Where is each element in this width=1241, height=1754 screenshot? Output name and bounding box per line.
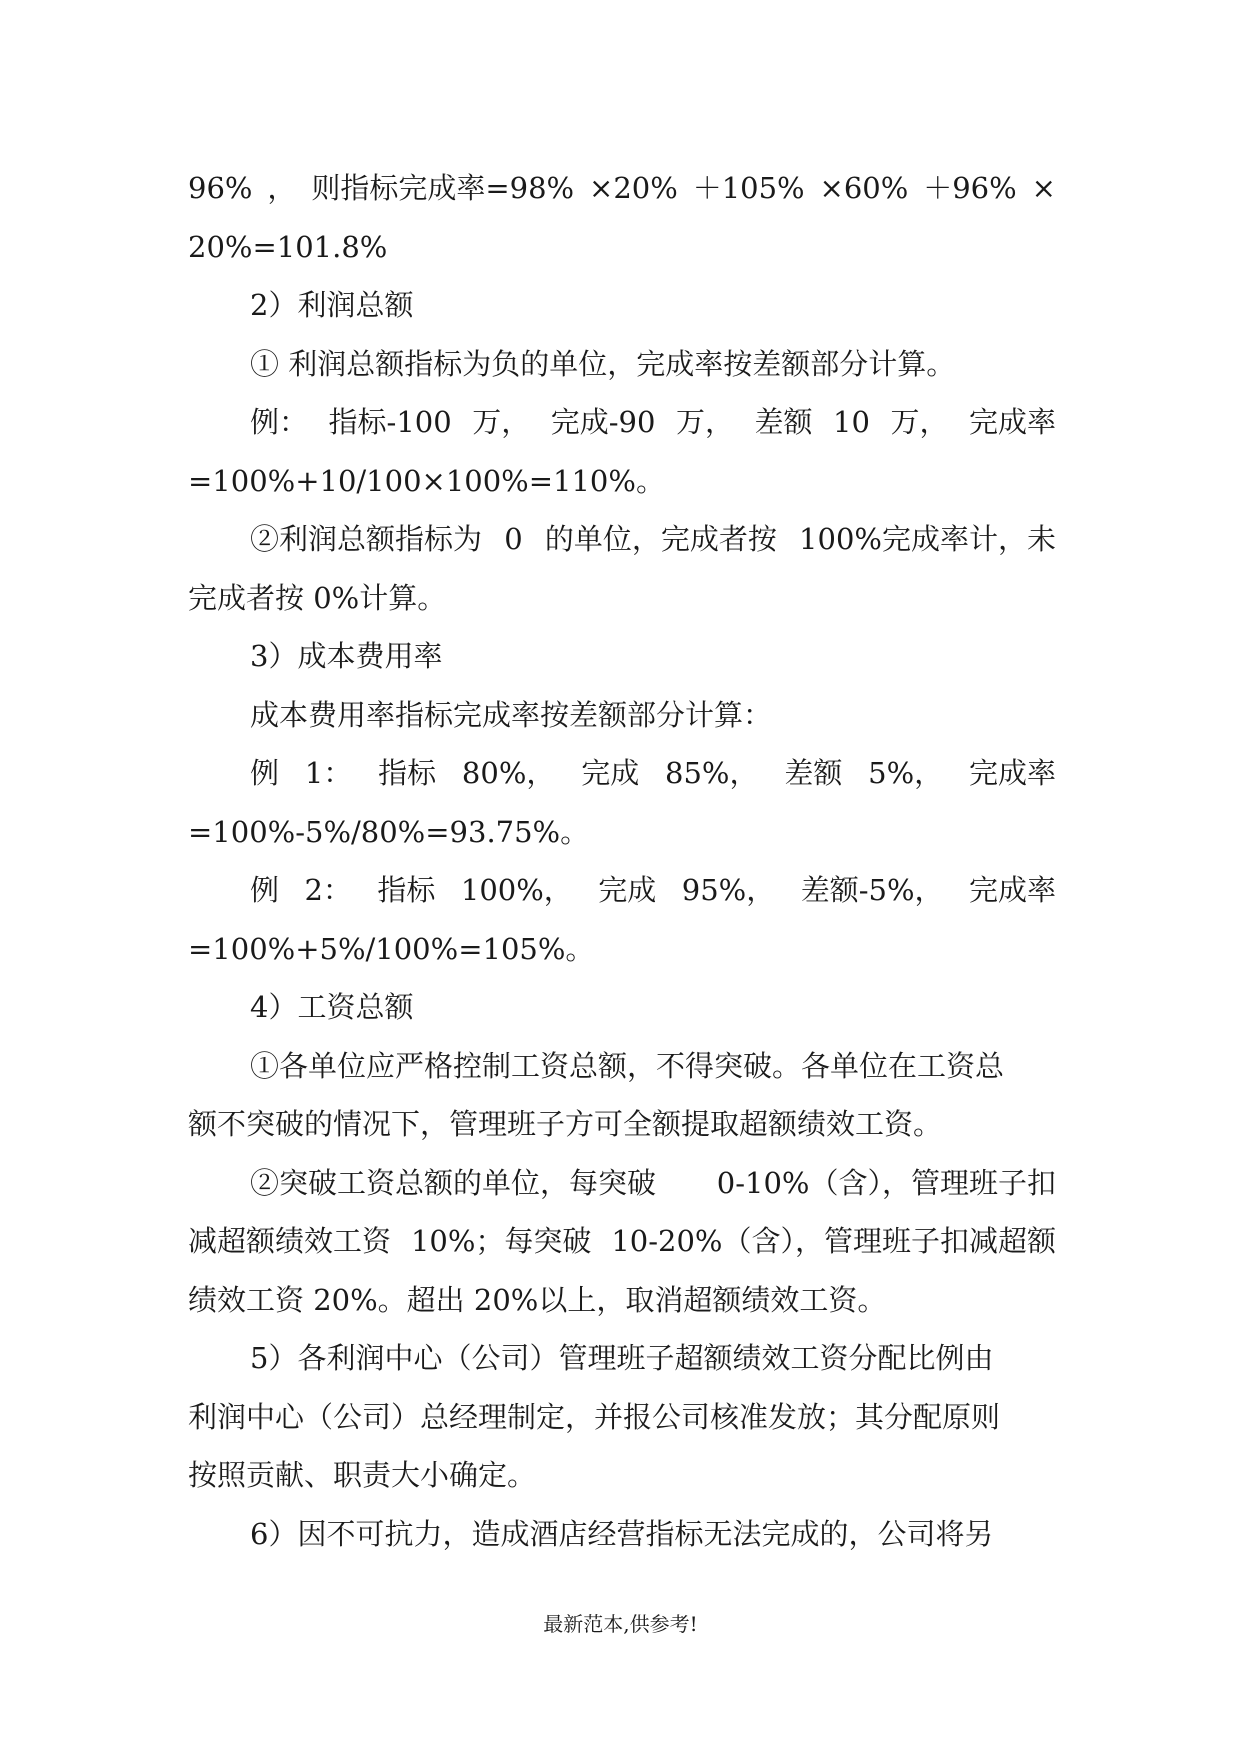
text-segment: ②利润总额指标为 [250, 522, 483, 556]
text-segment: 完成率 [968, 756, 1056, 790]
text-segment: =100%-5%/80%=93.75%。 [188, 814, 590, 849]
text-segment: 额不突破的情况下，管理班子方可全额提取超额绩效工资。 [188, 1107, 943, 1141]
text-segment: 差额-5%， [800, 873, 944, 907]
text-line [188, 920, 1056, 979]
text-segment: 10-20%（含），管理班子扣减超额 [611, 1224, 1056, 1258]
text-line [188, 218, 1056, 277]
text-line [188, 686, 1056, 745]
text-line [188, 1271, 1056, 1330]
text-line [188, 744, 1056, 803]
text-line [188, 335, 1056, 394]
text-line [188, 393, 1056, 452]
text-segment: =100%+10/100×100%=110%。 [188, 463, 665, 498]
text-segment: ＋105% [692, 171, 805, 205]
text-segment: 绩效工资 20%。超出 20%以上，取消超额绩效工资。 [188, 1282, 887, 1317]
text-segment: 的单位，完成者按 [544, 522, 777, 556]
text-segment: 指标-100 [328, 405, 452, 439]
text-segment: 3）成本费用率 [250, 639, 443, 673]
text-segment: ②突破工资总额的单位，每突破 [250, 1165, 657, 1200]
text-segment: 按照贡献、职责大小确定。 [188, 1458, 537, 1492]
text-segment: 完成者按 0%计算。 [188, 580, 447, 615]
text-segment: 2： [304, 873, 352, 907]
text-segment: 10%；每突破 [410, 1224, 592, 1258]
text-line [188, 1037, 1056, 1096]
text-segment: 差额 [784, 756, 843, 790]
text-line [188, 1388, 1056, 1447]
text-segment: 10 [833, 405, 870, 439]
text-segment: 完成率 [968, 405, 1056, 439]
text-segment: ①各单位应严格控制工资总额，不得突破。各单位在工资总 [250, 1048, 1005, 1083]
text-line [188, 1446, 1056, 1505]
text-line [188, 627, 1056, 686]
text-segment: 例 [250, 756, 280, 790]
text-line [188, 1505, 1056, 1564]
text-segment: ① 利润总额指标为负的单位，完成率按差额部分计算。 [250, 346, 956, 381]
text-segment: 85%， [665, 756, 759, 790]
text-segment: 万， [675, 405, 734, 439]
text-segment: 指标 [378, 756, 437, 790]
text-segment: 95%， [681, 873, 776, 907]
text-segment: 20%=101.8% [188, 229, 388, 264]
text-segment: 1： [304, 756, 353, 790]
text-segment: ， [267, 171, 297, 205]
text-segment: 完成 [598, 873, 657, 907]
text-line [188, 861, 1056, 920]
text-segment: 5%， [868, 756, 944, 790]
text-segment: 完成率 [968, 873, 1056, 907]
text-segment: ×20% [589, 171, 678, 205]
text-segment: 万， [472, 405, 531, 439]
text-segment: 减超额绩效工资 [188, 1224, 392, 1258]
text-segment: 4）工资总额 [250, 990, 414, 1024]
text-segment: 例： [250, 405, 309, 439]
text-segment: 例 [250, 873, 280, 907]
text-line [188, 452, 1056, 511]
text-segment: 0-10%（含），管理班子扣 [716, 1165, 1056, 1200]
text-line [188, 1329, 1056, 1388]
text-segment: 80%， [461, 756, 556, 790]
text-line [188, 978, 1056, 1037]
text-line [188, 1212, 1056, 1271]
text-segment: 6）因不可抗力，造成酒店经营指标无法完成的，公司将另 [250, 1516, 994, 1551]
text-line [188, 510, 1056, 569]
document-body [188, 159, 1056, 1563]
text-segment: 100%， [460, 873, 573, 907]
page-footer: 最新范本,供参考! [543, 1612, 698, 1636]
text-segment: 96% [188, 171, 253, 205]
text-segment: 差额 [754, 405, 813, 439]
text-line [188, 803, 1056, 862]
text-segment: 完成 [581, 756, 640, 790]
text-segment: 完成-90 [550, 405, 656, 439]
text-line [188, 1095, 1056, 1154]
text-segment: 指标 [377, 873, 436, 907]
text-segment: 100%完成率计，未 [799, 522, 1056, 556]
text-segment: 5）各利润中心（公司）管理班子超额绩效工资分配比例由 [250, 1341, 994, 1375]
text-segment: 2）利润总额 [250, 288, 414, 322]
text-line [188, 1154, 1056, 1213]
text-line [188, 569, 1056, 628]
text-segment: =100%+5%/100%=105%。 [188, 931, 595, 966]
text-segment: 成本费用率指标完成率按差额部分计算： [250, 697, 773, 732]
text-segment: ×60% [819, 171, 909, 205]
text-segment: 万， [890, 405, 949, 439]
text-segment: × [1031, 171, 1056, 205]
text-line [188, 159, 1056, 218]
text-line [188, 276, 1056, 335]
text-segment: 0 [504, 522, 523, 556]
text-segment: 则指标完成率=98% [311, 171, 575, 205]
text-segment: ＋96% [923, 171, 1017, 205]
text-segment: 利润中心（公司）总经理制定，并报公司核准发放；其分配原则 [188, 1399, 1001, 1434]
